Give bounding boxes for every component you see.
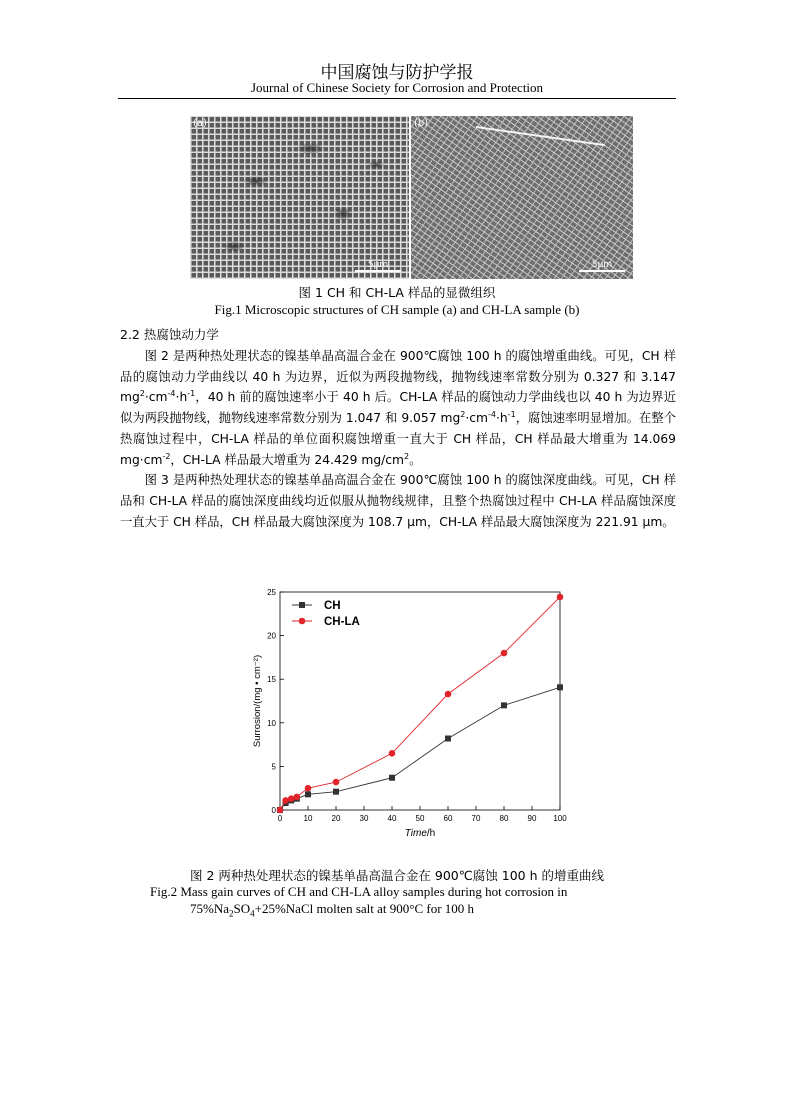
figure2-caption-en-line2 <box>190 901 474 919</box>
p1-text-h: ，CH-LA 样品最大增重为 24.429 mg/cm <box>170 452 405 467</box>
point-ch-la-4 <box>305 785 312 792</box>
x-axis-ticks <box>278 806 567 823</box>
point-ch-7 <box>445 735 451 741</box>
scalebar-a-text: 5μm <box>367 260 389 270</box>
paragraph-1 <box>120 346 676 470</box>
x-tick-label-100: 100 <box>553 814 567 823</box>
figure2-chart <box>240 584 570 844</box>
p1-sup-4: 2 <box>460 410 466 420</box>
fig2-en-b: SO <box>233 901 251 916</box>
y-tick-label-5: 5 <box>271 762 276 772</box>
section-heading: 2.2 热腐蚀动力学 <box>120 327 219 342</box>
point-ch-8 <box>501 702 507 708</box>
paragraph-2: 图 3 是两种热处理状态的镍基单晶高温合金在 900℃腐蚀 100 h 的腐蚀深度曲线。可见，CH 样品和 CH-LA 样品的腐蚀深度曲线均近似服从抛物线规律，且整个热腐蚀过程中 CH-LA 样品腐蚀深度一直大于 CH 样品，CH 样品最大腐蚀深度为 108.7 μm，CH-LA 样品最大腐蚀深度为 221.91 μm。 <box>120 473 676 529</box>
body-paragraphs <box>120 346 676 532</box>
y-axis-label: Surrosion/(mg • cm⁻²) <box>252 654 263 748</box>
p1-text-c: ·h <box>175 390 188 405</box>
p1-text-e: ·cm <box>465 411 489 426</box>
x-axis-label-italic: Time <box>404 828 427 839</box>
x-tick-label-90: 90 <box>527 814 537 823</box>
legend-chla-marker <box>299 618 306 625</box>
point-ch-9 <box>557 684 563 690</box>
y-tick-label-15: 15 <box>267 675 276 685</box>
fig2-en-c: +25%NaCl molten salt at 900°C for 100 h <box>254 901 475 916</box>
legend-ch-label: CH <box>324 600 341 612</box>
p1-text-d: ，40 h 前的腐蚀速率小于 40 h 后。CH-LA 样品的腐蚀动力学曲线也以 40 h 为边界近似为两段抛物线，抛物线速率常数分别为 1.047 和 9.057 mg <box>120 390 676 426</box>
journal-title-cn: 中国腐蚀与防护学报 <box>320 63 474 83</box>
figure1-caption-cn: 图 1 CH 和 CH-LA 样品的显微组织 <box>298 285 496 300</box>
point-ch-la-6 <box>389 750 396 757</box>
point-ch-la-9 <box>557 594 564 601</box>
scalebar-b-text: 5μm <box>591 260 613 270</box>
micrograph-panel-a <box>190 116 409 279</box>
p1-text-b: ·cm <box>144 390 168 405</box>
y-tick-label-20: 20 <box>267 631 276 641</box>
micrograph-panel-b <box>411 116 633 279</box>
point-ch-la-8 <box>501 650 508 657</box>
x-tick-label-20: 20 <box>331 814 341 823</box>
p1-text-f: ·h <box>496 411 508 426</box>
scalebar-a <box>355 260 401 274</box>
p1-sup-6: -1 <box>507 410 516 420</box>
point-ch-4 <box>305 791 311 797</box>
legend <box>292 600 360 628</box>
series-line-ch-la <box>280 597 560 810</box>
point-ch-la-0 <box>277 807 284 814</box>
p1-text-i: 。 <box>409 452 422 467</box>
scalebar-b <box>579 260 625 274</box>
point-ch-la-7 <box>445 691 452 698</box>
point-ch-5 <box>333 789 339 795</box>
scalebar-b-line <box>579 270 625 272</box>
y-tick-label-25: 25 <box>267 588 276 597</box>
x-tick-label-80: 80 <box>499 814 509 823</box>
panel-a-label: (a) <box>193 118 207 129</box>
x-tick-label-30: 30 <box>359 814 369 823</box>
x-tick-label-60: 60 <box>443 814 453 823</box>
figure2-caption-cn: 图 2 两种热处理状态的镍基单晶高温合金在 900℃腐蚀 100 h 的增重曲线 <box>190 868 604 883</box>
figure2-caption-en-line1: Fig.2 Mass gain curves of CH and CH-LA alloy samples during hot corrosion in <box>150 884 568 899</box>
figure1-micrographs <box>190 116 633 279</box>
p1-sup-7: -2 <box>162 451 171 461</box>
p1-sup-1: 2 <box>139 389 145 399</box>
fig2-en-a: 75%Na <box>190 901 229 916</box>
header-rule <box>118 98 676 99</box>
p1-sup-5: -4 <box>488 410 496 420</box>
x-tick-label-70: 70 <box>471 814 481 823</box>
x-tick-label-0: 0 <box>277 814 283 823</box>
y-tick-label-0: 0 <box>271 806 276 815</box>
point-ch-la-5 <box>333 779 340 786</box>
figure1-caption-en: Fig.1 Microscopic structures of CH sample (a) and CH-LA sample (b) <box>214 302 580 317</box>
point-ch-la-3 <box>294 794 301 801</box>
x-tick-label-50: 50 <box>415 814 425 823</box>
series-line-ch <box>280 687 560 810</box>
point-ch-la-2 <box>288 795 295 802</box>
point-ch-la-1 <box>282 797 289 804</box>
x-axis-label-unit: /h <box>426 828 436 839</box>
y-tick-label-10: 10 <box>267 718 276 728</box>
panel-b-label: (b) <box>414 118 429 129</box>
p1-text-g: ，腐蚀速率明显增加。在整个热腐蚀过程中，CH-LA 样品的单位面积腐蚀增重一直大于 CH 样品，CH 样品最大增重为 14.069 mg·cm <box>120 411 676 467</box>
p1-sup-2: -4 <box>167 389 176 399</box>
x-tick-label-10: 10 <box>303 814 313 823</box>
x-axis-label <box>405 828 435 839</box>
legend-ch-marker <box>299 602 305 608</box>
series-layer <box>277 594 564 814</box>
journal-title-en: Journal of Chinese Society for Corrosion and Protection <box>250 80 544 95</box>
x-tick-label-40: 40 <box>387 814 397 823</box>
y-axis-ticks <box>267 588 284 815</box>
p1-sup-3: -1 <box>187 389 196 399</box>
p1-text-a: 图 2 是两种热处理状态的镍基单晶高温合金在 900℃腐蚀 100 h 的腐蚀增重曲线。可见，CH 样品的腐蚀动力学曲线以 40 h 为边界，近似为两段抛物线，抛物线速率常数分别为 0.327 和 3.147 mg <box>120 349 676 405</box>
legend-chla-label: CH-LA <box>324 616 360 628</box>
scalebar-a-line <box>355 270 401 272</box>
panel-b-streak <box>476 126 605 146</box>
p1-sup-8: 2 <box>404 451 410 461</box>
fig2-en-sub2: 4 <box>250 908 255 919</box>
fig2-en-sub1: 2 <box>229 908 234 919</box>
point-ch-6 <box>389 775 395 781</box>
